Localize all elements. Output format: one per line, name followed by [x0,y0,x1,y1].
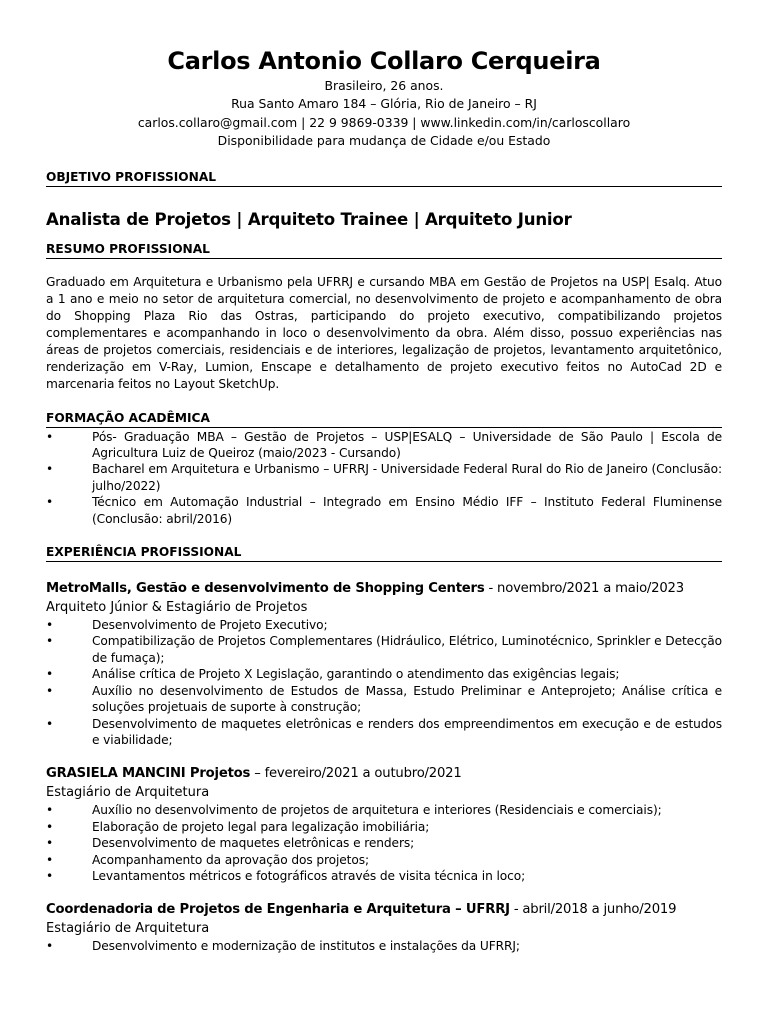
duty-text: Desenvolvimento de maquetes eletrônicas e renders; [92,836,415,851]
contact-info: carlos.collaro@gmail.com | 22 9 9869-0339 | www.linkedin.com/in/carloscollaro [137,114,631,130]
bullet-icon: • [46,836,54,851]
bullet-icon: • [46,495,54,510]
job-role: Estagiário de Arquitetura [46,785,210,801]
education-list [46,429,722,527]
list-item [46,868,722,884]
duty-text: Levantamentos métricos e fotográficos através de visita técnica in loco; [92,868,526,883]
job-company: Coordenadoria de Projetos de Engenharia e Arquitetura – UFRRJ [46,902,510,918]
list-item [46,633,722,666]
job-period: - abril/2018 a junho/2019 [509,902,677,918]
duty-text: Compatibilização de Projetos Complementares (Hidráulico, Elétrico, Luminotécnico, Sprinkler e Detecção de fumaça); [92,634,722,665]
job-role: Estagiário de Arquitetura [46,921,210,937]
list-item [46,835,722,851]
section-heading-objective: OBJETIVO PROFISSIONAL [46,169,722,187]
job-duties-list [46,617,722,748]
section-heading-education: FORMAÇÃO ACADÊMICA [46,410,722,428]
list-item [46,819,722,835]
list-item [46,716,722,749]
job-header [46,900,722,919]
duty-text: Desenvolvimento e modernização de institutos e instalações da UFRRJ; [92,939,520,954]
bullet-icon: • [46,634,54,649]
duty-text: Análise crítica de Projeto X Legislação, garantindo o atendimento das exigências legais; [92,667,620,682]
bullet-icon: • [46,683,54,698]
bullet-icon: • [46,667,54,682]
list-item [46,683,722,716]
job-header [46,579,722,598]
job-duties-list [46,802,722,884]
list-item [46,666,722,682]
duty-text: Elaboração de projeto legal para legalização imobiliária; [92,819,430,834]
address: Rua Santo Amaro 184 – Glória, Rio de Janeiro – RJ [231,96,537,112]
education-item-text: Técnico em Automação Industrial – Integrado em Ensino Médio IFF – Instituto Federal Fluminense (Conclusão: abril/2016) [92,495,722,526]
bullet-icon: • [46,939,54,954]
job-header [46,764,722,783]
list-item [46,429,722,462]
nationality-age: Brasileiro, 26 anos. [324,78,444,93]
job-duties-list [46,938,722,954]
candidate-name: Carlos Antonio Collaro Cerqueira [167,47,601,75]
job-period: - novembro/2021 a maio/2023 [484,581,684,597]
bullet-icon: • [46,429,54,444]
summary-text: Graduado em Arquitetura e Urbanismo pela UFRRJ e cursando MBA em Gestão de Projetos na USP| Esalq. Atuo a 1 ano e meio no setor de arquitetura comercial, no desenvolvimento de projeto e acompanhamento de obra do Shopping Plaza Rio das Ostras, participando do projeto executivo, compatibilizando projetos complementares e acompanhando in loco o desenvolvimento da obra. Além disso, possuo experiências nas áreas de projetos comerciais, residenciais e de interiores, legalização de projetos, levantamento arquitetônico, renderização em V-Ray, Lumion, Enscape e detalhamento de projeto executivo feitos no AutoCad 2D e marcenaria feitos no Layout SketchUp. [46,274,722,391]
target-positions: Analista de Projetos | Arquiteto Trainee | Arquiteto Junior [46,209,572,229]
education-item-text: Bacharel em Arquitetura e Urbanismo – UFRRJ - Universidade Federal Rural do Rio de Janeiro (Conclusão: julho/2022) [92,462,722,493]
job-period: – fevereiro/2021 a outubro/2021 [250,766,462,782]
list-item [46,802,722,818]
bullet-icon: • [46,716,54,731]
job-role: Arquiteto Júnior & Estagiário de Projetos [46,600,308,616]
bullet-icon: • [46,852,54,867]
duty-text: Desenvolvimento de maquetes eletrônicas e renders dos empreendimentos em execução e de estudos e viabilidade; [92,716,722,747]
section-heading-summary: RESUMO PROFISSIONAL [46,241,722,259]
list-item [46,938,722,954]
list-item [46,617,722,633]
list-item [46,852,722,868]
bullet-icon: • [46,819,54,834]
duty-text: Desenvolvimento de Projeto Executivo; [92,618,328,633]
education-item-text: Pós- Graduação MBA – Gestão de Projetos – USP|ESALQ – Universidade de São Paulo | Escola de Agricultura Luiz de Queiroz (maio/2023 - Cursando) [92,429,722,461]
job-company: MetroMalls, Gestão e desenvolvimento de Shopping Centers [46,581,485,597]
job-company: GRASIELA MANCINI Projetos [46,766,251,782]
duty-text: Auxílio no desenvolvimento de Estudos de Massa, Estudo Preliminar e Anteprojeto; Análise crítica e soluções projetuais de suporte à construção; [92,683,722,715]
bullet-icon: • [46,618,54,633]
duty-text: Auxílio no desenvolvimento de projetos de arquitetura e interiores (Residenciais e comerciais); [92,803,662,818]
section-heading-experience: EXPERIÊNCIA PROFISSIONAL [46,544,722,562]
bullet-icon: • [46,868,54,883]
availability: Disponibilidade para mudança de Cidade e/ou Estado [217,133,551,149]
list-item [46,461,722,494]
bullet-icon: • [46,803,54,818]
bullet-icon: • [46,462,54,477]
duty-text: Acompanhamento da aprovação dos projetos; [92,852,369,867]
list-item [46,494,722,527]
